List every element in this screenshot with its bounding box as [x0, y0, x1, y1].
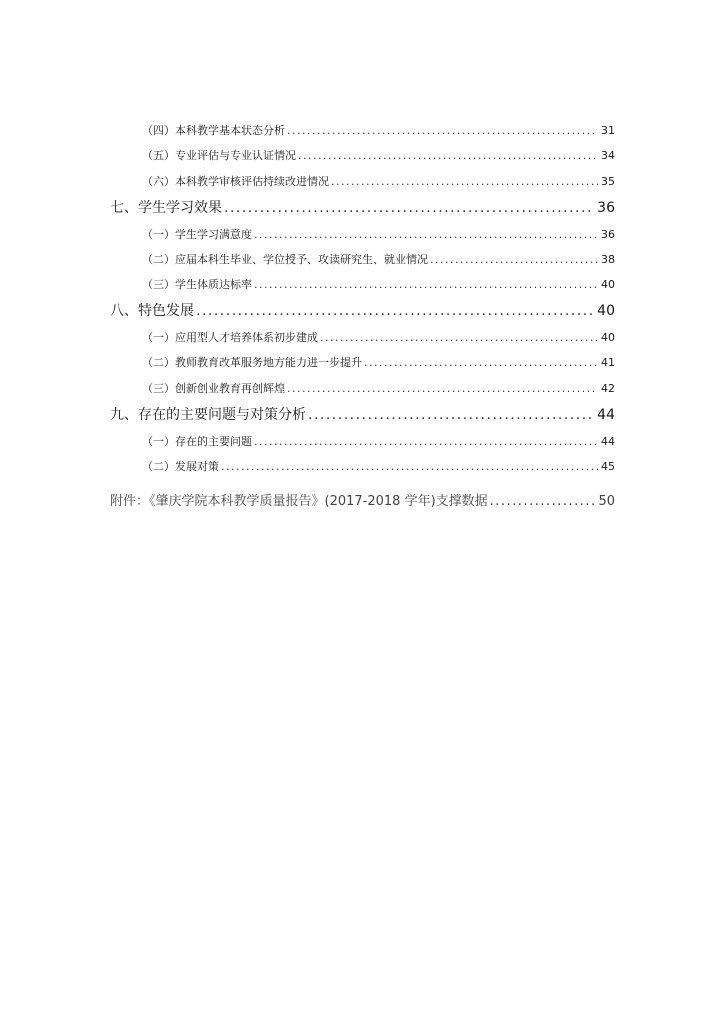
toc-entry-title: （三）学生体质达标率	[142, 278, 252, 291]
toc-entry-title: （二）教师教育改革服务地方能力进一步提升	[142, 356, 362, 369]
dot-leader	[224, 200, 594, 216]
toc-entry-title: （二）应届本科生毕业、学位授予、攻读研究生、就业情况	[142, 253, 428, 266]
toc-entry-title: （五）专业评估与专业认证情况	[142, 149, 296, 162]
toc-annex-title: 附件：《肇庆学院本科教学质量报告》(2017-2018 学年)支撑数据	[110, 494, 488, 509]
dot-leader	[221, 460, 598, 473]
toc-entry[interactable]	[142, 380, 615, 396]
dot-leader	[287, 124, 598, 137]
dot-leader	[331, 175, 598, 188]
toc-chapter-page: 40	[597, 303, 615, 319]
dot-leader	[298, 149, 598, 162]
toc-entry-title: （二）发展对策	[142, 460, 219, 473]
toc-annex-page: 50	[598, 494, 615, 509]
toc-entry-page: 41	[601, 356, 615, 369]
dot-leader	[430, 253, 598, 266]
dot-leader	[320, 331, 598, 344]
toc-entry-page: 40	[601, 331, 615, 344]
toc-chapter-title: 九、存在的主要问题与对策分析	[110, 407, 306, 423]
toc-chapter-page: 36	[597, 200, 615, 216]
toc-entry[interactable]	[142, 251, 615, 267]
dot-leader	[254, 278, 598, 291]
toc-entry-title: （一）应用型人才培养体系初步建成	[142, 331, 318, 344]
dot-leader	[254, 435, 598, 448]
toc-entry-page: 42	[601, 382, 615, 395]
toc-entry-page: 35	[601, 175, 615, 188]
toc-annex[interactable]	[110, 490, 615, 509]
toc-entry-page: 40	[601, 278, 615, 291]
toc-entry[interactable]	[142, 173, 615, 189]
dot-leader	[254, 228, 598, 241]
toc-entry-page: 31	[601, 124, 615, 137]
toc-entry-page: 45	[601, 460, 615, 473]
toc-chapter[interactable]	[110, 300, 615, 320]
toc-entry-title: （一）学生学习满意度	[142, 228, 252, 241]
dot-leader	[364, 356, 598, 369]
toc-entry-page: 34	[601, 149, 615, 162]
toc-entry[interactable]	[142, 122, 615, 138]
toc-entry-page: 44	[601, 435, 615, 448]
toc-chapter[interactable]	[110, 197, 615, 217]
toc-entry[interactable]	[142, 276, 615, 292]
toc-entry[interactable]	[142, 433, 615, 449]
toc-entry-title: （三）创新创业教育再创辉煌	[142, 382, 285, 395]
dot-leader	[308, 407, 594, 423]
toc-chapter-title: 七、学生学习效果	[110, 200, 222, 216]
toc-chapter-title: 八、特色发展	[110, 303, 194, 319]
toc-entry[interactable]	[142, 354, 615, 370]
toc-entry[interactable]	[142, 226, 615, 242]
toc-entry-title: （六）本科教学审核评估持续改进情况	[142, 175, 329, 188]
toc-entry[interactable]	[142, 147, 615, 163]
toc-chapter[interactable]	[110, 404, 615, 424]
toc-entry[interactable]	[142, 458, 615, 474]
dot-leader	[287, 382, 598, 395]
toc-chapter-page: 44	[597, 407, 615, 423]
toc-entry-title: （四）本科教学基本状态分析	[142, 124, 285, 137]
toc-entry-title: （一）存在的主要问题	[142, 435, 252, 448]
toc-entry-page: 38	[601, 253, 615, 266]
toc-entry-page: 36	[601, 228, 615, 241]
toc-entry[interactable]	[142, 329, 615, 345]
dot-leader	[490, 494, 596, 509]
dot-leader	[196, 303, 594, 319]
